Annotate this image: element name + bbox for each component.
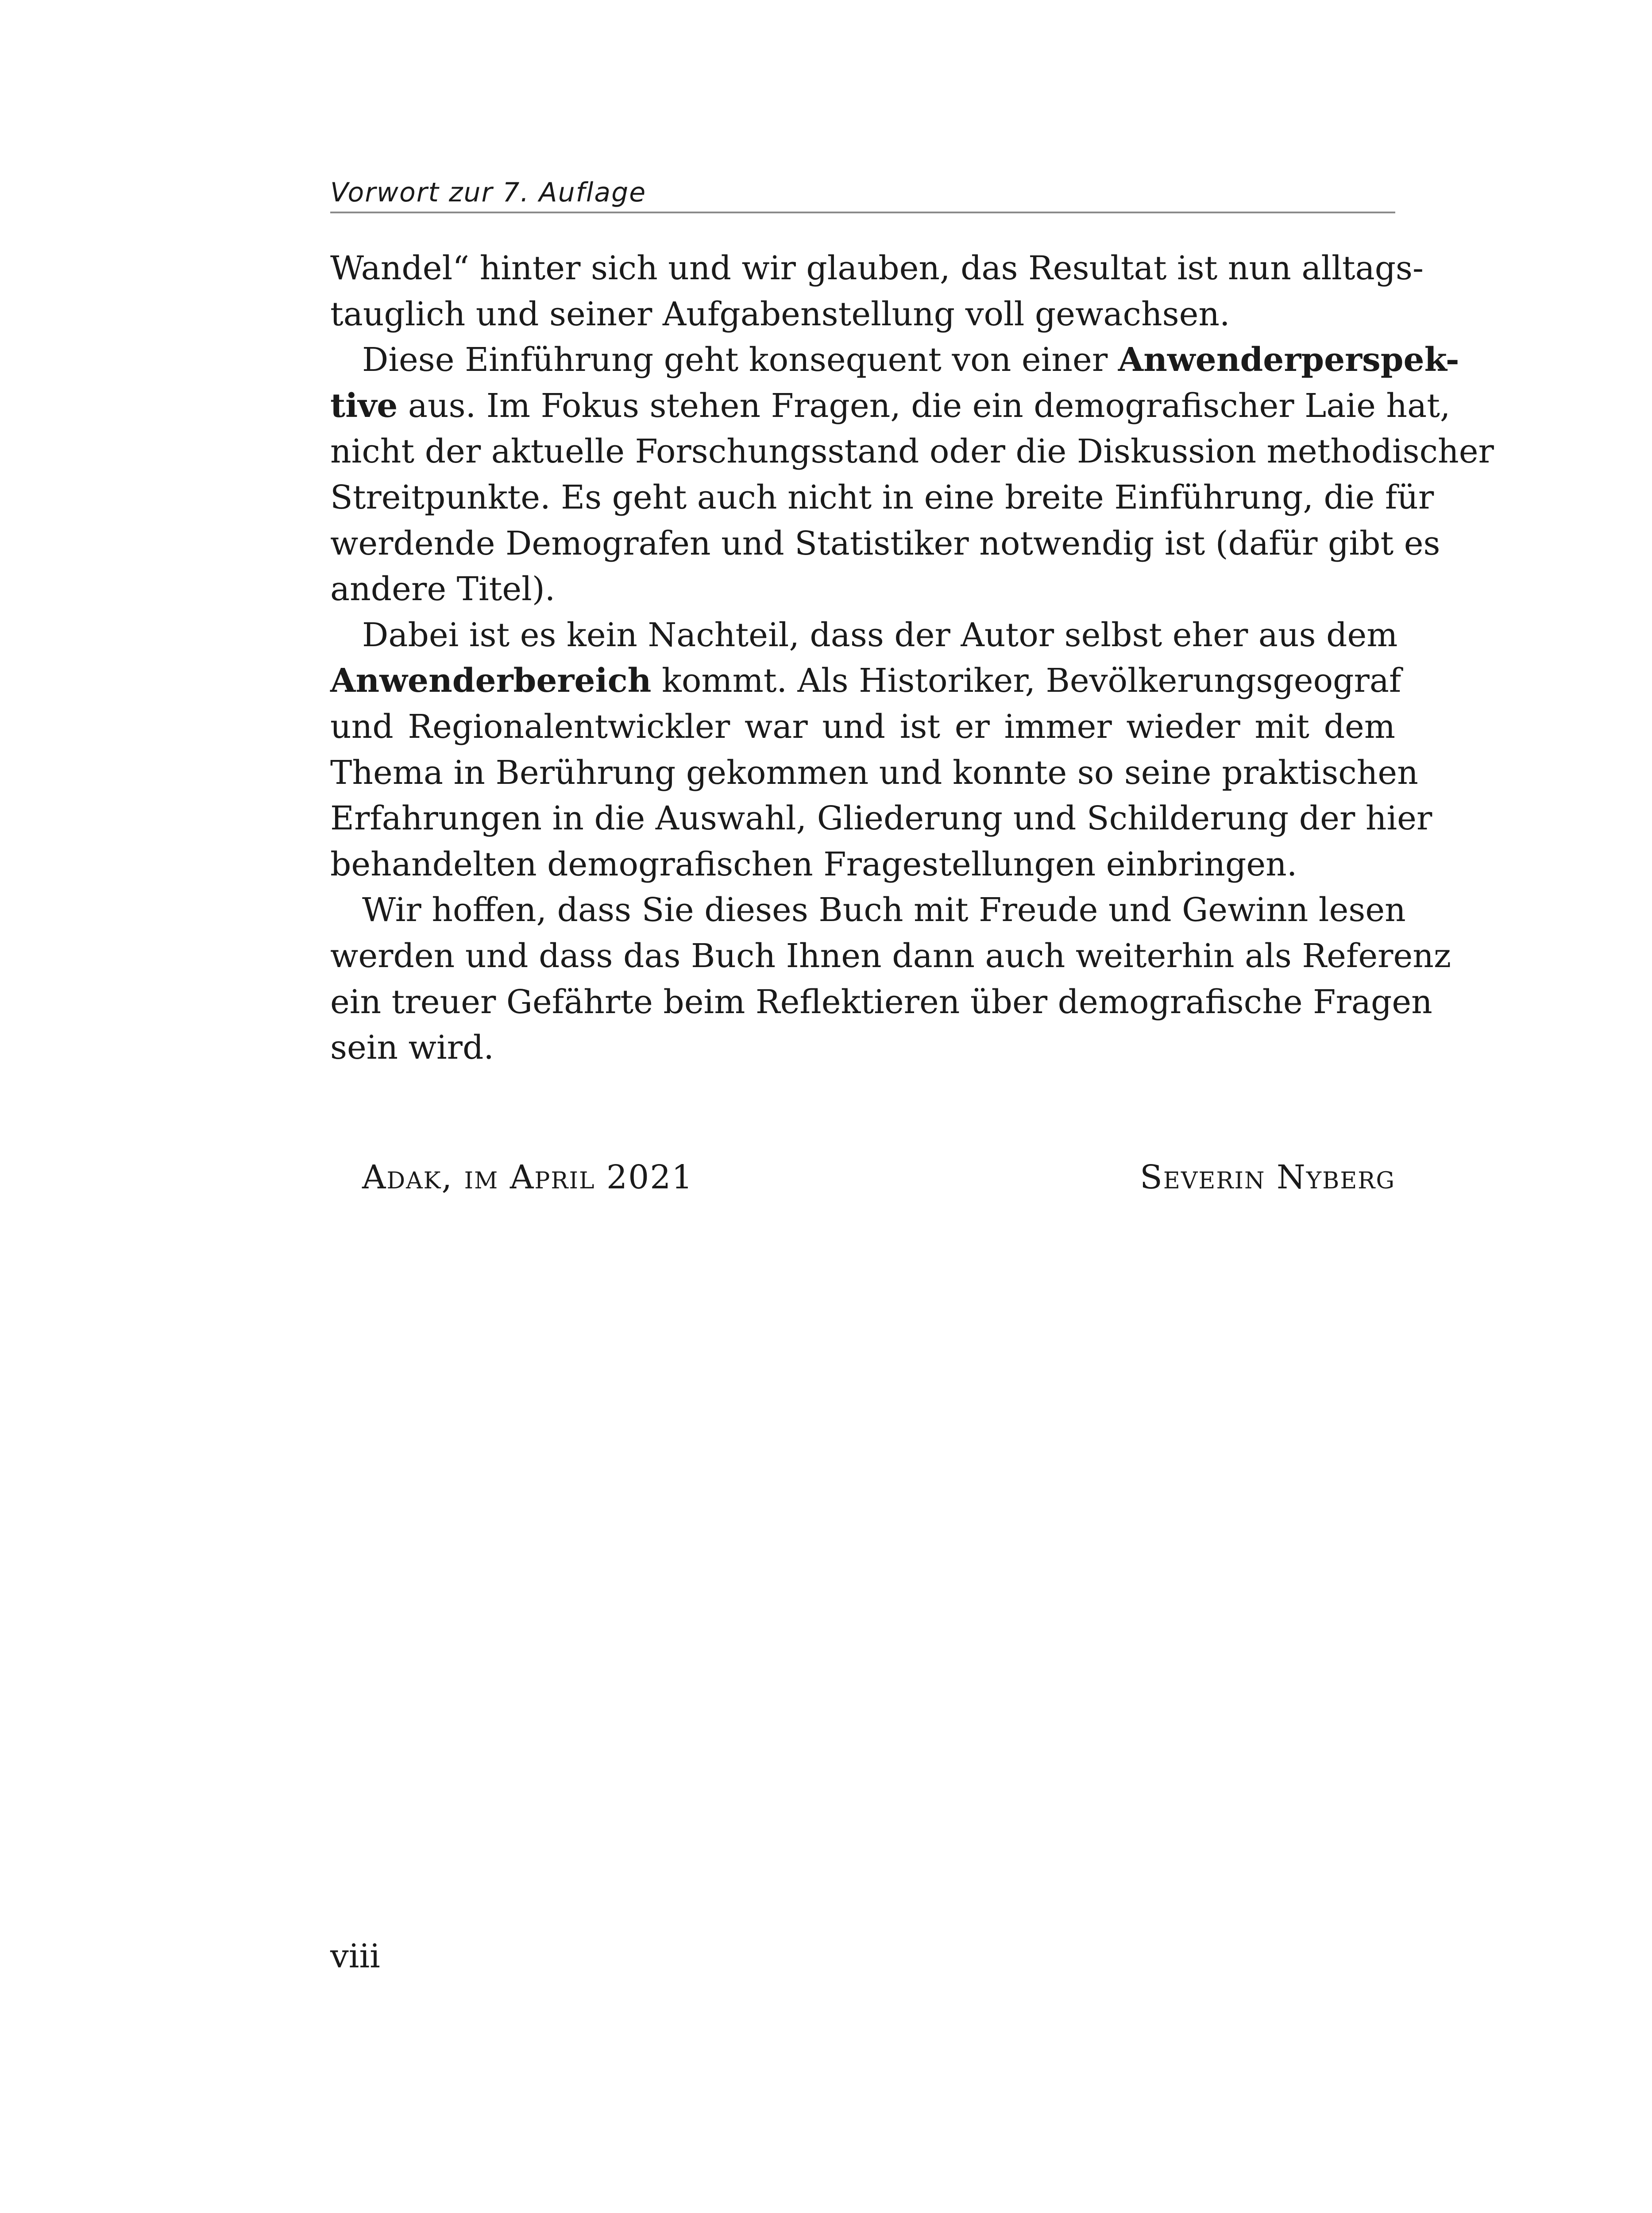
- paragraph-1-line-1: Wandel“ hinter sich und wir glauben, das Resultat ist nun alltags-: [330, 249, 1424, 287]
- paragraph-2-text: aus. Im Fokus stehen Fragen, die ein demografischer Laie hat,: [398, 386, 1451, 425]
- paragraph-2-line-5: werdende Demografen und Statistiker notwendig ist (dafür gibt es: [330, 524, 1440, 563]
- paragraph-2-line-6: andere Titel).: [330, 570, 556, 609]
- paragraph-4-line-2: werden und dass das Buch Ihnen dann auch weiterhin als Referenz: [330, 937, 1451, 975]
- paragraph-3-line-6: behandelten demografischen Fragestellungen einbringen.: [330, 845, 1297, 883]
- paragraph-2-text: Diese Einführung geht konsequent von einer: [362, 341, 1118, 379]
- paragraph-2-line-1: [330, 337, 1459, 383]
- paragraph-4-line-4: sein wird.: [330, 1029, 494, 1067]
- signature-place-date: Adak, im April 2021: [362, 1158, 694, 1196]
- signature-author: Severin Nyberg: [1140, 1158, 1395, 1196]
- paragraph-3-text: kommt. Als Historiker, Bevölkerungsgeograf: [651, 662, 1401, 700]
- paragraph-3-line-4: Thema in Berührung gekommen und konnte so seine praktischen: [330, 753, 1418, 792]
- emphasis-anwenderperspektive-1: Anwenderperspek-: [1118, 341, 1459, 379]
- running-head: Vorwort zur 7. Auflage: [330, 177, 647, 208]
- paragraph-4-line-3: ein treuer Gefährte beim Reflektieren über demografische Fragen: [330, 983, 1432, 1021]
- paragraph-3-line-2: [330, 658, 1401, 704]
- page-number: viii: [330, 1937, 380, 1975]
- paragraph-3-line-5: Erfahrungen in die Auswahl, Gliederung und Schilderung der hier: [330, 799, 1432, 838]
- body-text: [330, 246, 1494, 1071]
- paragraph-2-line-4: Streitpunkte. Es geht auch nicht in eine breite Einführung, die für: [330, 478, 1434, 517]
- paragraph-1-line-2: tauglich und seiner Aufgabenstellung voll gewachsen.: [330, 295, 1230, 333]
- header-rule: [330, 212, 1395, 213]
- paragraph-2-line-3: nicht der aktuelle Forschungsstand oder die Diskussion methodischer: [330, 432, 1494, 471]
- paragraph-4-line-1: Wir hoffen, dass Sie dieses Buch mit Freude und Gewinn lesen: [362, 891, 1406, 929]
- emphasis-anwenderbereich: Anwenderbereich: [330, 662, 652, 700]
- paragraph-2-line-2: [330, 383, 1451, 429]
- emphasis-anwenderperspektive-2: tive: [330, 386, 398, 425]
- paragraph-3-line-1: Dabei ist es kein Nachteil, dass der Autor selbst eher aus dem: [362, 616, 1398, 654]
- paragraph-3-line-3: und Regionalentwickler war und ist er immer wieder mit dem: [330, 707, 1395, 746]
